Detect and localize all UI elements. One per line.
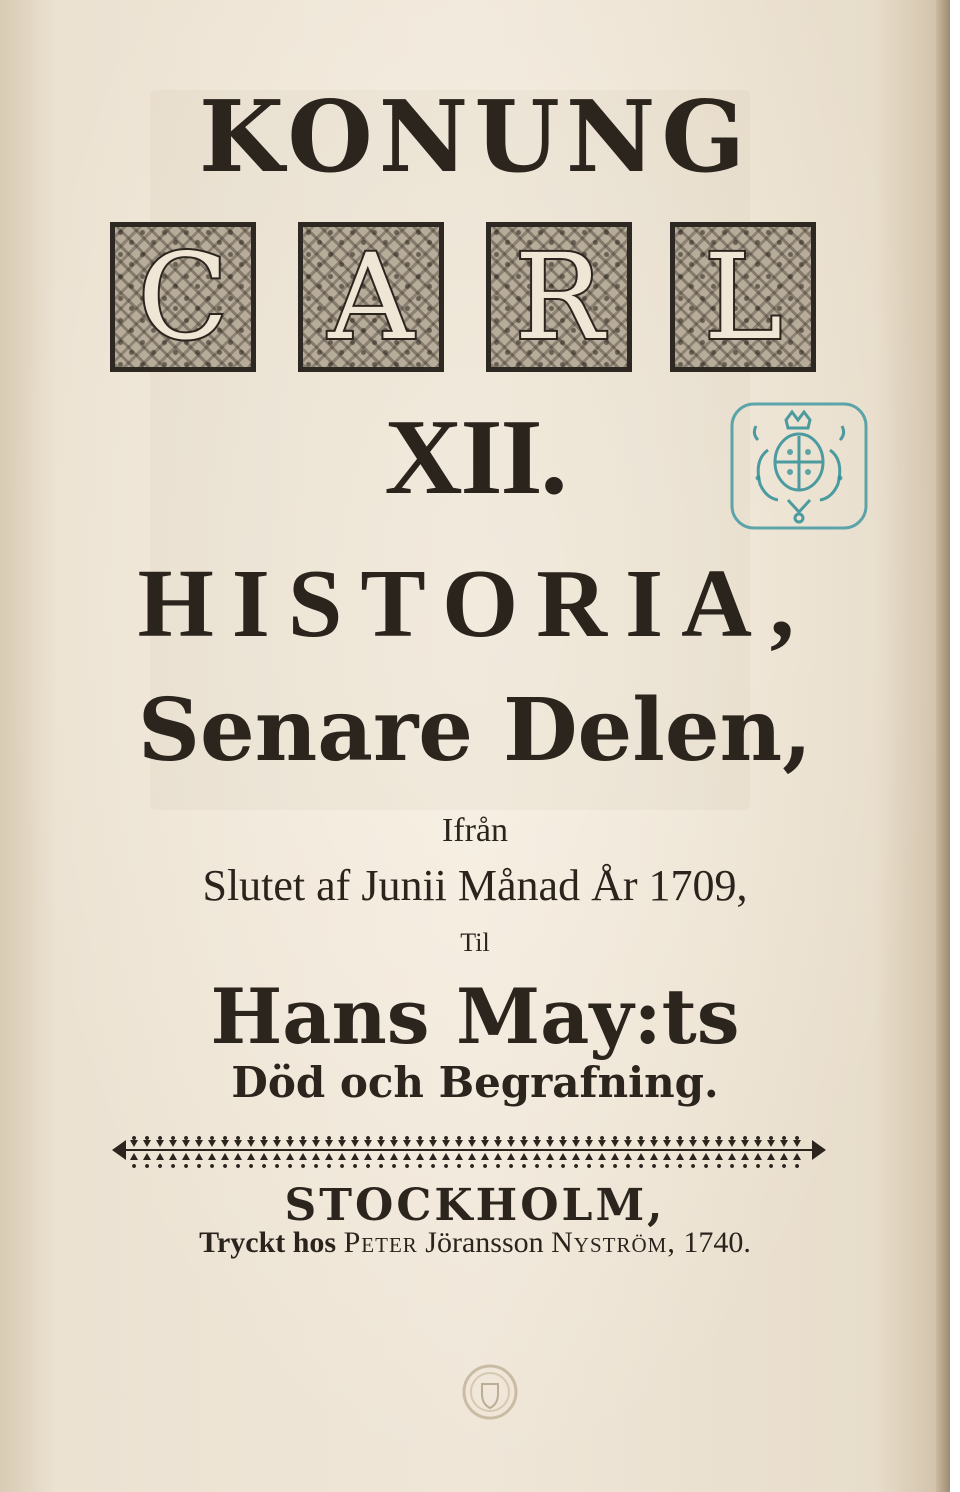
subtitle-event: Död och Begrafning. [231, 1058, 719, 1107]
imprint-printer-given: Jöransson [425, 1226, 544, 1259]
initial-box-a [298, 222, 444, 372]
title-numeral: XII. [384, 398, 566, 517]
imprint-printer-surname: Nyström, [551, 1226, 676, 1259]
initial-box-l [670, 222, 816, 372]
library-stamp-icon [728, 400, 870, 532]
imprint-line [0, 1226, 950, 1260]
initial-letter-l: L [703, 228, 783, 366]
page-edge [936, 0, 950, 1492]
initial-box-r [486, 222, 632, 372]
initial-letter-r: R [514, 228, 604, 366]
initial-letter-c: C [137, 228, 229, 366]
embossed-seal-icon [460, 1358, 520, 1426]
carl-initials [110, 222, 816, 378]
initial-box-c [110, 222, 256, 372]
subtitle-to: Til [460, 928, 490, 957]
subtitle-period: Slutet af Junii Månad År 1709, [202, 861, 748, 910]
title-part: Senare Delen, [137, 680, 813, 781]
imprint-year: 1740. [683, 1226, 751, 1259]
initial-letter-a: A [328, 228, 414, 366]
imprint-printed-by: Tryckt hos [199, 1226, 337, 1259]
title-historia: HISTORIA, [137, 550, 813, 658]
subtitle-majesty: Hans May:ts [210, 972, 740, 1061]
imprint-place: STOCKHOLM, [284, 1180, 666, 1231]
ornament-rule [112, 1130, 826, 1170]
title-kongs: KONUNG [198, 80, 752, 195]
imprint-printer: Peter [343, 1226, 418, 1259]
subtitle-from: Ifrån [441, 812, 509, 849]
